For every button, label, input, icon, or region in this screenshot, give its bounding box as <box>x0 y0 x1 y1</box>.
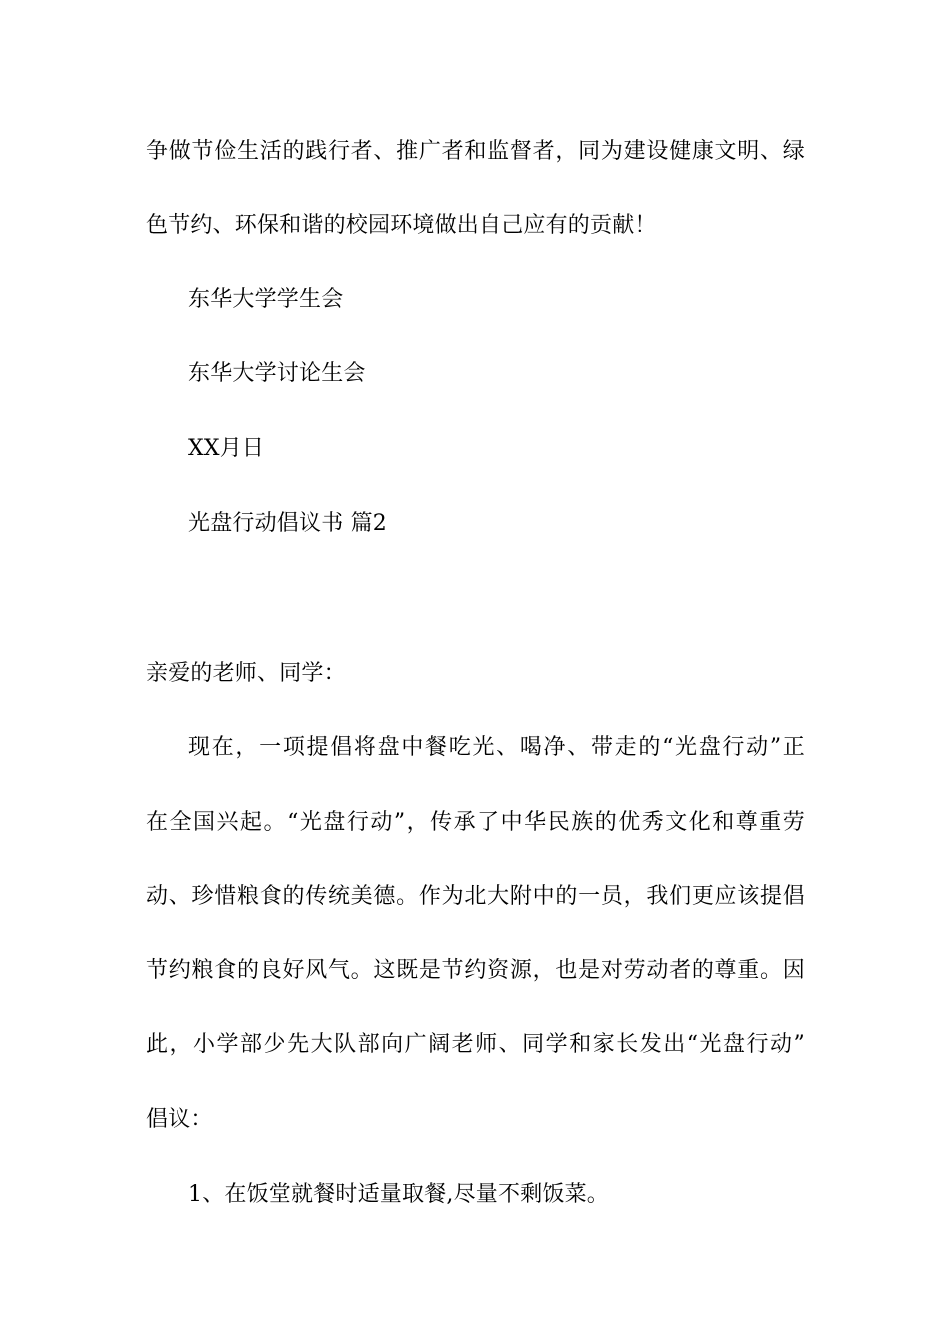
signature-date: XX月日 <box>188 436 265 461</box>
paragraph-line: 争做节俭生活的践行者、推广者和监督者，同为建设健康文明、绿 <box>146 139 805 164</box>
paragraph-line: 现在，一项提倡将盘中餐吃光、喝净、带走的“光盘行动”正 <box>188 735 805 760</box>
paragraph-line: 在全国兴起。“光盘行动”，传承了中华民族的优秀文化和尊重劳 <box>146 810 805 835</box>
section-heading: 光盘行动倡议书 篇2 <box>188 511 387 536</box>
paragraph-line: 倡议： <box>146 1107 213 1132</box>
signature-org-graduate-union: 东华大学讨论生会 <box>188 361 366 386</box>
list-item: 1、在饭堂就餐时适量取餐,尽量不剩饭菜。 <box>188 1182 609 1207</box>
signature-org-student-union: 东华大学学生会 <box>188 287 344 312</box>
paragraph-line: 节约粮食的良好风气。这既是节约资源，也是对劳动者的尊重。因 <box>146 958 805 983</box>
salutation: 亲爱的老师、同学： <box>146 661 346 686</box>
paragraph-line: 此，小学部少先大队部向广阔老师、同学和家长发出“光盘行动” <box>146 1032 805 1057</box>
paragraph-line: 动、珍惜粮食的传统美德。作为北大附中的一员，我们更应该提倡 <box>146 884 805 909</box>
paragraph-line: 色节约、环保和谐的校园环境做出自己应有的贡献！ <box>146 213 657 238</box>
